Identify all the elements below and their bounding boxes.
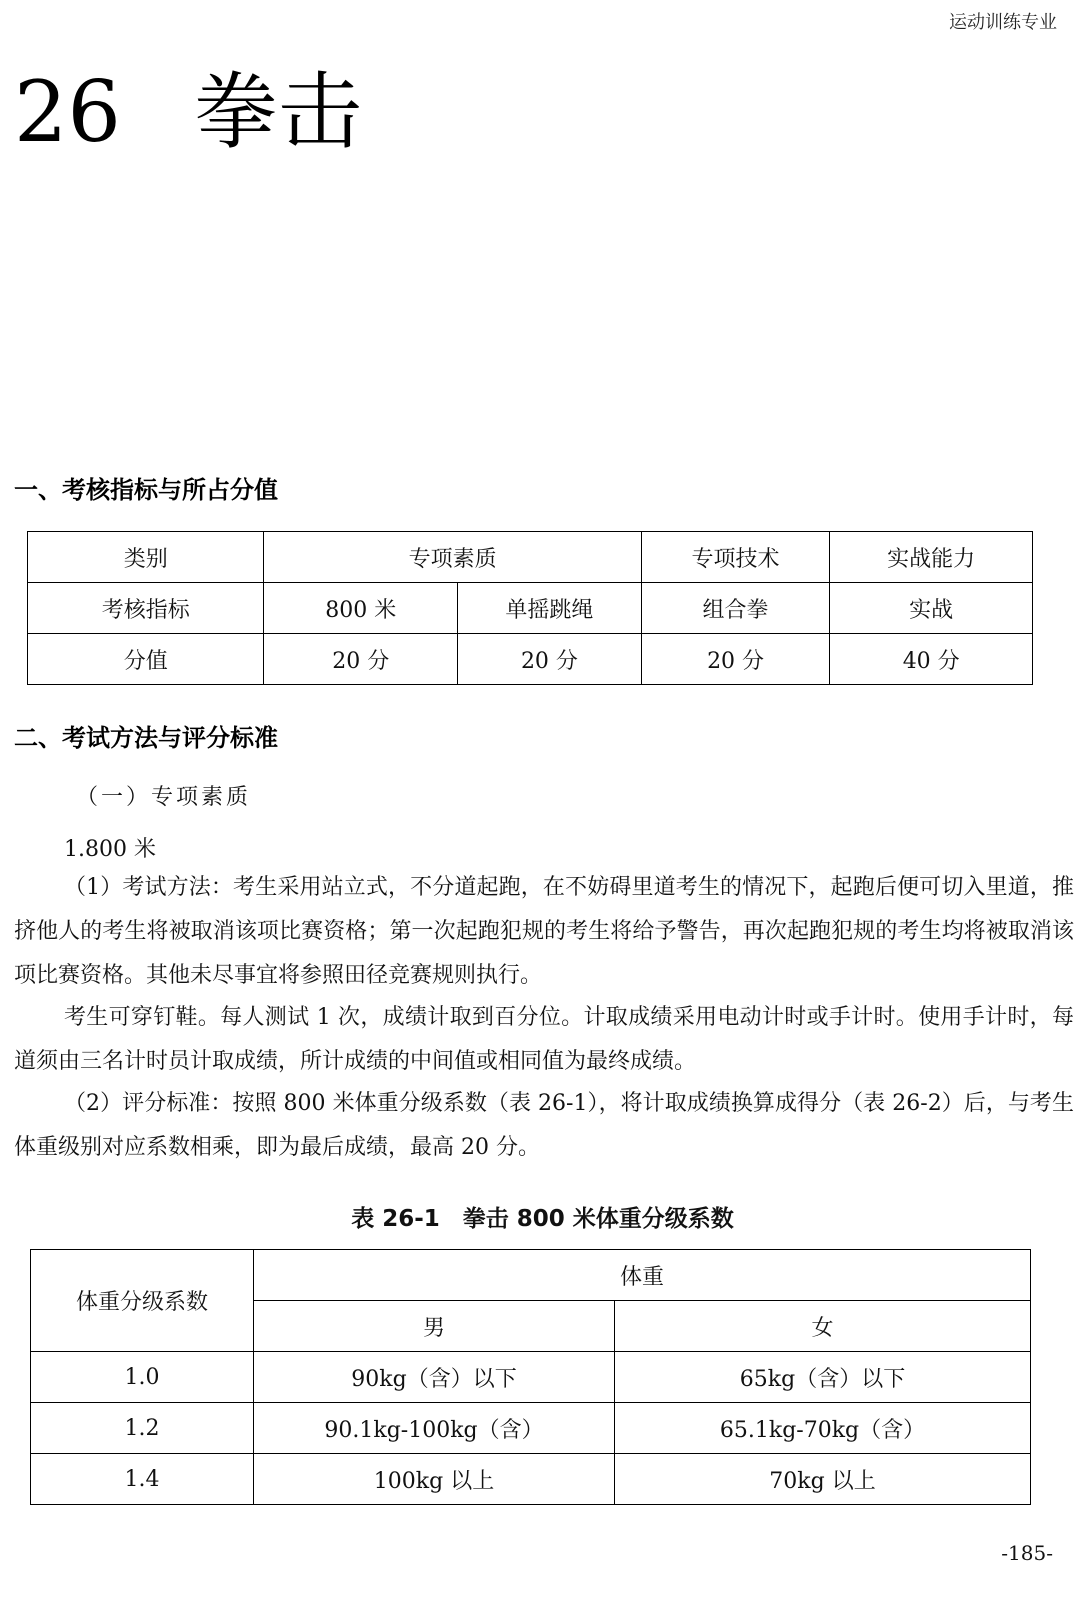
chapter-name: 拳击 xyxy=(194,63,363,161)
table-row xyxy=(31,1352,1031,1403)
table-cell: 90kg（含）以下 xyxy=(254,1352,615,1403)
table-cell: 40 分 xyxy=(830,634,1033,685)
table-cell: 70kg 以上 xyxy=(615,1454,1031,1505)
table-cell: 100kg 以上 xyxy=(254,1454,615,1505)
table-header-cell: 体重 xyxy=(254,1250,1031,1301)
paragraph: （2）评分标准：按照 800 米体重分级系数（表 26-1），将计取成绩换算成得分（表 26-2）后，与考生体重级别对应系数相乘，即为最后成绩，最高 20 分。 xyxy=(14,1091,1074,1160)
table-cell: 类别 xyxy=(28,532,264,583)
table-cell: 分值 xyxy=(28,634,264,685)
paragraph: （1）考试方法：考生采用站立式，不分道起跑，在不妨碍里道考生的情况下，起跑后便可切入里道，推挤他人的考生将被取消该项比赛资格；第一次起跑犯规的考生将给予警告，再次起跑犯规的考生均将被取消该项比赛资格。其他未尽事宜将参照田径竞赛规则执行。 xyxy=(14,875,1074,988)
table-header-cell: 女 xyxy=(615,1301,1031,1352)
chapter-number: 26 xyxy=(14,63,121,161)
table-cell: 单摇跳绳 xyxy=(458,583,642,634)
table-caption: 表 26-1 拳击 800 米体重分级系数 xyxy=(351,1206,734,1232)
weight-coefficient-table xyxy=(30,1249,1031,1505)
table-row xyxy=(31,1403,1031,1454)
table-cell: 65kg（含）以下 xyxy=(615,1352,1031,1403)
table-header-cell: 男 xyxy=(254,1301,615,1352)
table-cell: 20 分 xyxy=(264,634,458,685)
table-cell: 20 分 xyxy=(641,634,830,685)
table-cell: 专项技术 xyxy=(641,532,830,583)
table-cell: 组合拳 xyxy=(641,583,830,634)
chapter-title xyxy=(14,63,363,161)
subsection-heading: （一）专项素质 xyxy=(76,785,252,810)
section-heading-1: 一、考核指标与所占分值 xyxy=(14,476,278,504)
table-cell: 专项素质 xyxy=(264,532,641,583)
table-cell: 1.2 xyxy=(31,1403,254,1454)
running-header: 运动训练专业 xyxy=(949,12,1057,33)
table-cell: 考核指标 xyxy=(28,583,264,634)
table-cell: 1.0 xyxy=(31,1352,254,1403)
section-heading-2: 二、考试方法与评分标准 xyxy=(14,724,278,752)
table-cell: 65.1kg-70kg（含） xyxy=(615,1403,1031,1454)
table-header-cell: 体重分级系数 xyxy=(31,1250,254,1352)
table-cell: 实战 xyxy=(830,583,1033,634)
page-number: -185- xyxy=(1001,1541,1053,1565)
table-row xyxy=(31,1454,1031,1505)
table-cell: 实战能力 xyxy=(830,532,1033,583)
table-cell: 800 米 xyxy=(264,583,458,634)
table-cell: 20 分 xyxy=(458,634,642,685)
table-cell: 90.1kg-100kg（含） xyxy=(254,1403,615,1454)
paragraph: 考生可穿钉鞋。每人测试 1 次，成绩计取到百分位。计取成绩采用电动计时或手计时。使用手计时，每道须由三名计时员计取成绩，所计成绩的中间值或相同值为最终成绩。 xyxy=(14,1005,1074,1074)
assessment-table xyxy=(27,531,1033,685)
item-label: 1.800 米 xyxy=(64,837,156,862)
table-cell: 1.4 xyxy=(31,1454,254,1505)
